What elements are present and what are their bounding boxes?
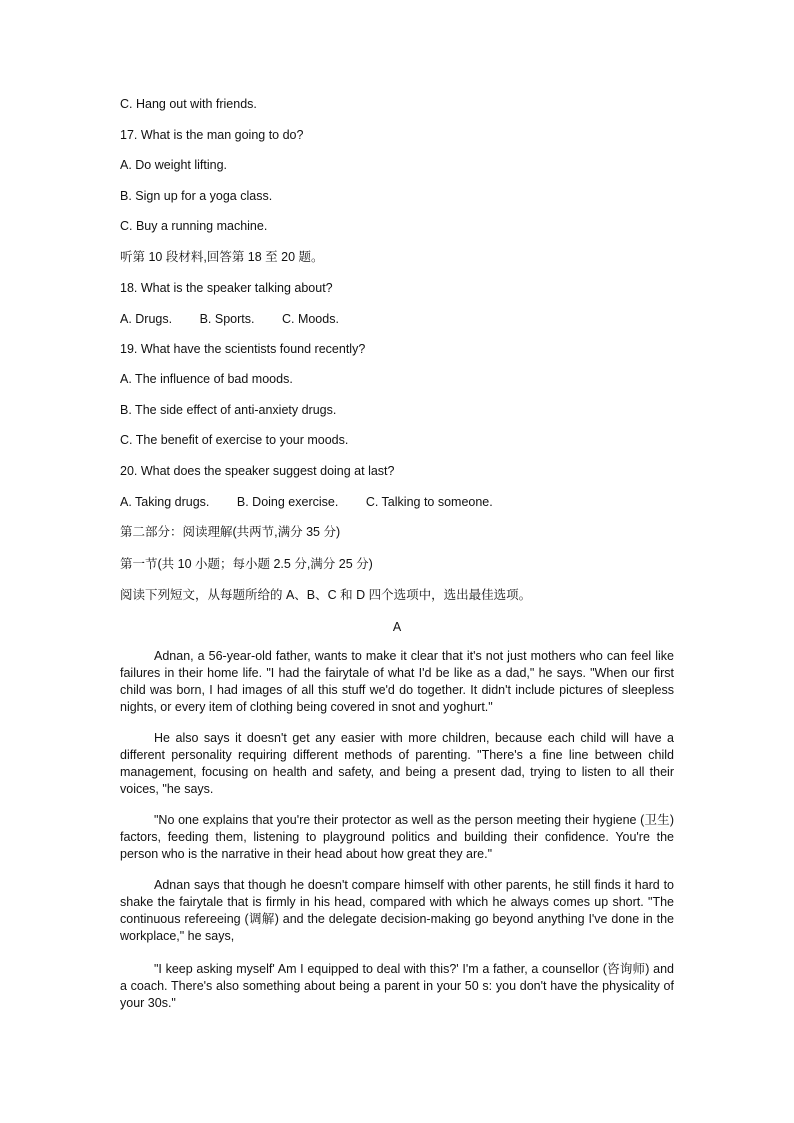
reading-part-title: 第二部分：阅读理解(共两节,满分 35 分) — [120, 525, 341, 539]
q17-question: 17. What is the man going to do? — [120, 128, 304, 142]
q18-option-a: A. Drugs. — [120, 312, 173, 326]
passage-label: A — [392, 620, 402, 634]
passage-paragraph-3: "No one explains that you're their protector as well as the person meeting their hygiene (卫生) factors, feeding them, listening to playground politics and building their confidence. You're the person who is the narrative in their head about how great they are." — [120, 813, 674, 861]
q17-option-c: C. Buy a running machine. — [120, 219, 268, 233]
q19-option-c: C. The benefit of exercise to your moods. — [120, 433, 349, 447]
q20-option-b: B. Doing exercise. — [236, 495, 339, 509]
q17-option-b: B. Sign up for a yoga class. — [120, 189, 273, 203]
q18-options — [120, 311, 363, 327]
q18-question: 18. What is the speaker talking about? — [120, 281, 333, 295]
q20-question: 20. What does the speaker suggest doing at last? — [120, 464, 395, 478]
q20-option-a: A. Taking drugs. — [120, 495, 210, 509]
passage-paragraph-1: Adnan, a 56-year-old father, wants to make it clear that it's not just mothers who can feel like failures in their home life. "I had the fairytale of what I'd be like as a dad," he says. "When our first child was born, I had images of all this stuff we'd do together. It didn't include pictures of sleepless nights, or every item of clothing being covered in snot and yoghurt." — [120, 649, 674, 714]
q16-option-c: C. Hang out with friends. — [120, 97, 257, 111]
q18-option-b: B. Sports. — [199, 312, 255, 326]
q19-option-b: B. The side effect of anti-anxiety drugs. — [120, 403, 337, 417]
q18-option-c: C. Moods. — [281, 312, 339, 326]
passage-paragraph-2: He also says it doesn't get any easier with more children, because each child will have a different personality requiring different methods of parenting. "There's a fine line between child management, focusing on health and safety, and being a present dad, trying to listen to all their voices, "he says. — [120, 731, 674, 796]
q20-option-c: C. Talking to someone. — [365, 495, 493, 509]
q17-option-a: A. Do weight lifting. — [120, 158, 227, 172]
passage-paragraph-4: Adnan says that though he doesn't compare himself with other parents, he still finds it hard to shake the fairytale that is firmly in his head, compared with which he always comes up short. "The continuous refereeing (调解) and the delegate decision-making go beyond anything I've done in the workplace," he says, — [120, 878, 674, 943]
q19-question: 19. What have the scientists found recently? — [120, 342, 366, 356]
reading-section-title: 第一节(共 10 小题；每小题 2.5 分,满分 25 分) — [120, 557, 373, 571]
q20-options — [120, 494, 517, 510]
q19-option-a: A. The influence of bad moods. — [120, 372, 293, 386]
material10-instruction: 听第 10 段材料,回答第 18 至 20 题。 — [120, 250, 324, 264]
reading-instruction: 阅读下列短文，从每题所给的 A、B、C 和 D 四个选项中，选出最佳选项。 — [120, 588, 532, 602]
passage-paragraph-5: "I keep asking myself' Am I equipped to deal with this?' I'm a father, a counsellor (咨询师) and a coach. There's also something about being a parent in your 50 s: you don't have the physicality of your 30s." — [120, 962, 674, 1010]
